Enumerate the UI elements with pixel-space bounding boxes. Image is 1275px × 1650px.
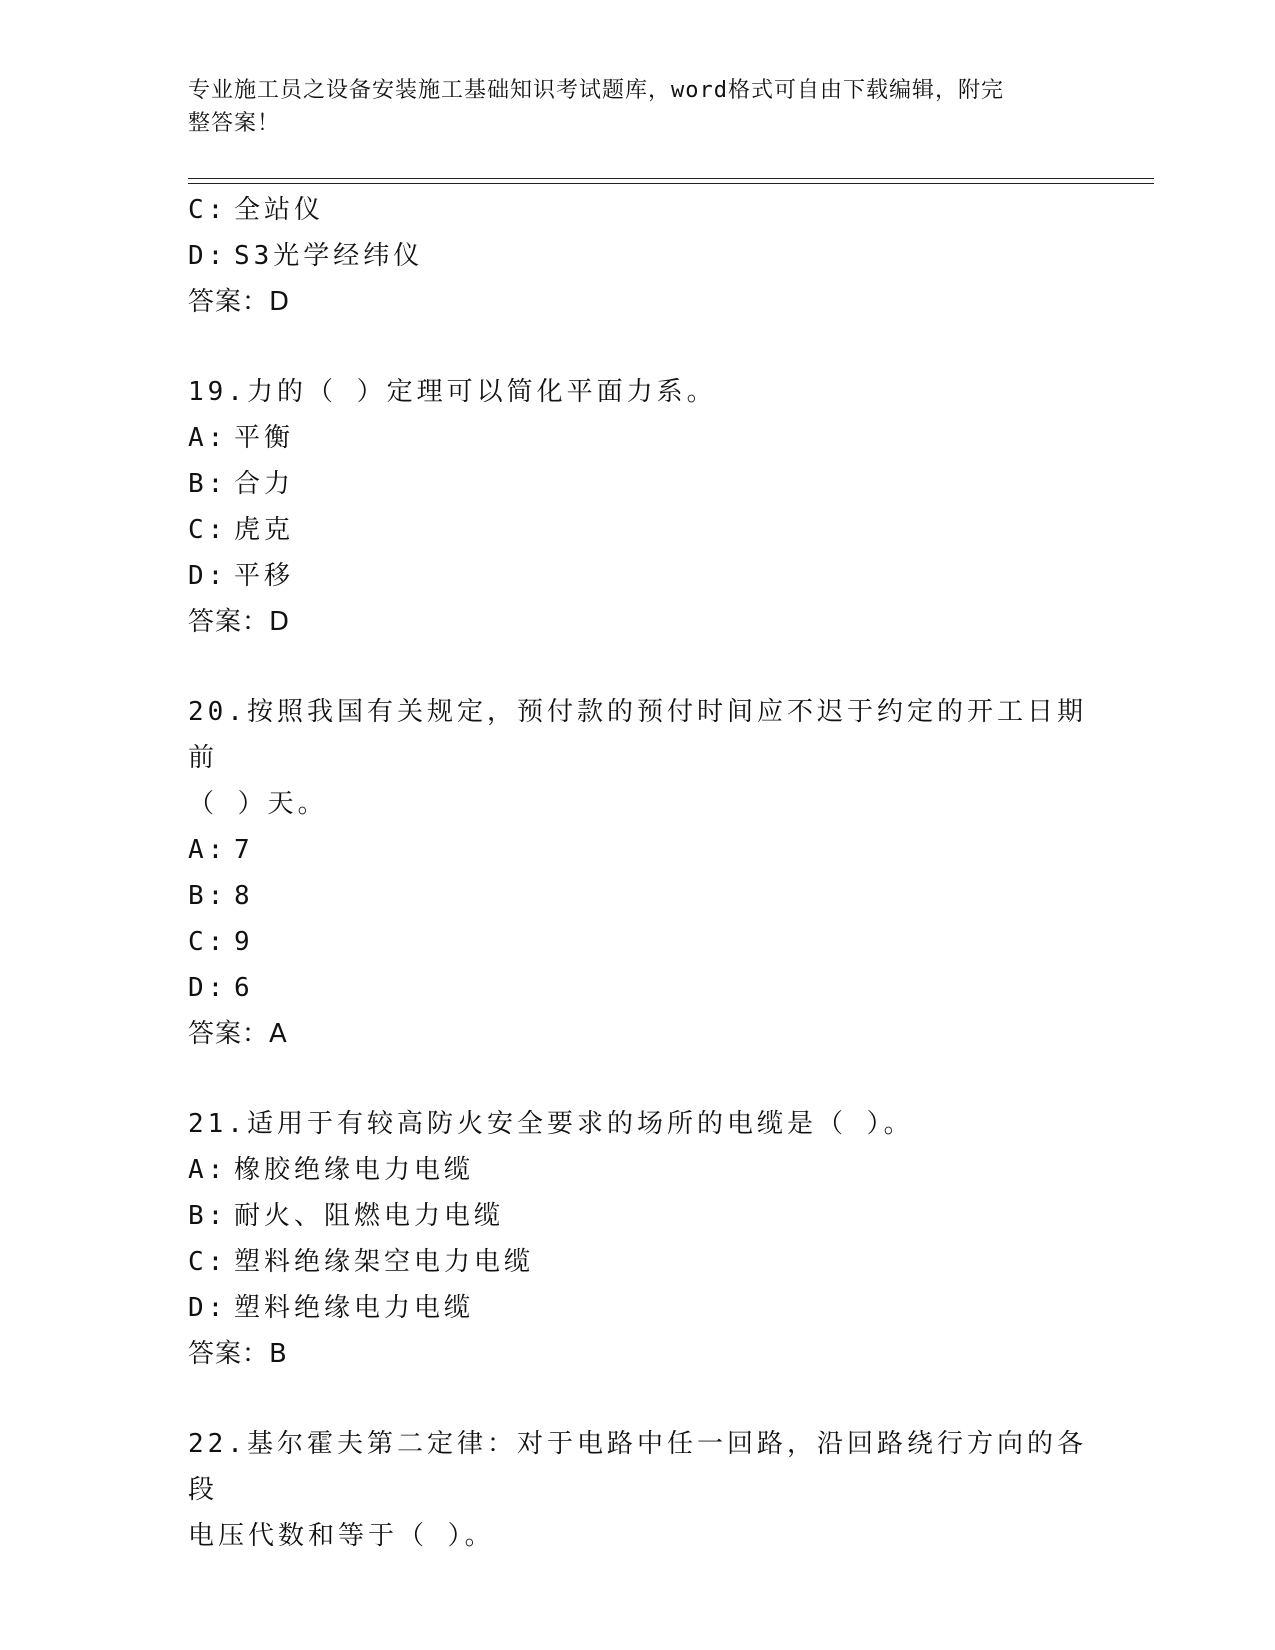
answer-line: 答案：D (188, 287, 291, 317)
option-a: A: 7 (188, 835, 254, 865)
question-stem: 21.适用于有较高防火安全要求的场所的电缆是（ ）。 (188, 1109, 914, 1139)
option-a: A: 橡胶绝缘电力电缆 (188, 1155, 475, 1185)
answer-line: 答案：A (188, 1019, 288, 1049)
header-title-line-2: 整答案！ (188, 111, 281, 136)
option-d: D: S3光学经纬仪 (188, 241, 424, 271)
question-stem-line-1: 22.基尔霍夫第二定律：对于电路中任一回路，沿回路绕行方向的各段 (188, 1429, 1087, 1505)
question-19 (188, 369, 1088, 645)
question-stem: 19.力的（ ）定理可以简化平面力系。 (188, 377, 717, 407)
answer-line: 答案：D (188, 607, 291, 637)
option-d: D: 平移 (188, 561, 295, 591)
option-b: B: 耐火、阻燃电力电缆 (188, 1201, 505, 1231)
question-18-tail (188, 187, 1088, 325)
option-c: C: 塑料绝缘架空电力电缆 (188, 1247, 535, 1277)
answer-line: 答案：B (188, 1339, 288, 1369)
option-b: B: 8 (188, 881, 254, 911)
option-c: C: 9 (188, 927, 254, 957)
option-c: C: 虎克 (188, 515, 295, 545)
option-d: D: 塑料绝缘电力电缆 (188, 1293, 475, 1323)
question-list (188, 187, 1088, 1559)
option-b: B: 合力 (188, 469, 295, 499)
question-20 (188, 689, 1088, 1057)
page-header (188, 74, 1068, 140)
question-21 (188, 1101, 1088, 1377)
question-stem-line-1: 20.按照我国有关规定，预付款的预付时间应不迟于约定的开工日期前 (188, 697, 1087, 773)
header-rule-bottom (188, 183, 1154, 184)
option-a: A: 平衡 (188, 423, 295, 453)
option-d: D: 6 (188, 973, 254, 1003)
header-rule-top (188, 178, 1154, 179)
question-stem-line-2: 电压代数和等于（ ）。 (188, 1521, 495, 1551)
question-22 (188, 1421, 1088, 1559)
question-stem-line-2: （ ）天。 (188, 789, 328, 819)
header-title-line-1: 专业施工员之设备安装施工基础知识考试题库，word格式可自由下载编辑，附完 (188, 78, 1004, 103)
option-c: C: 全站仪 (188, 195, 325, 225)
